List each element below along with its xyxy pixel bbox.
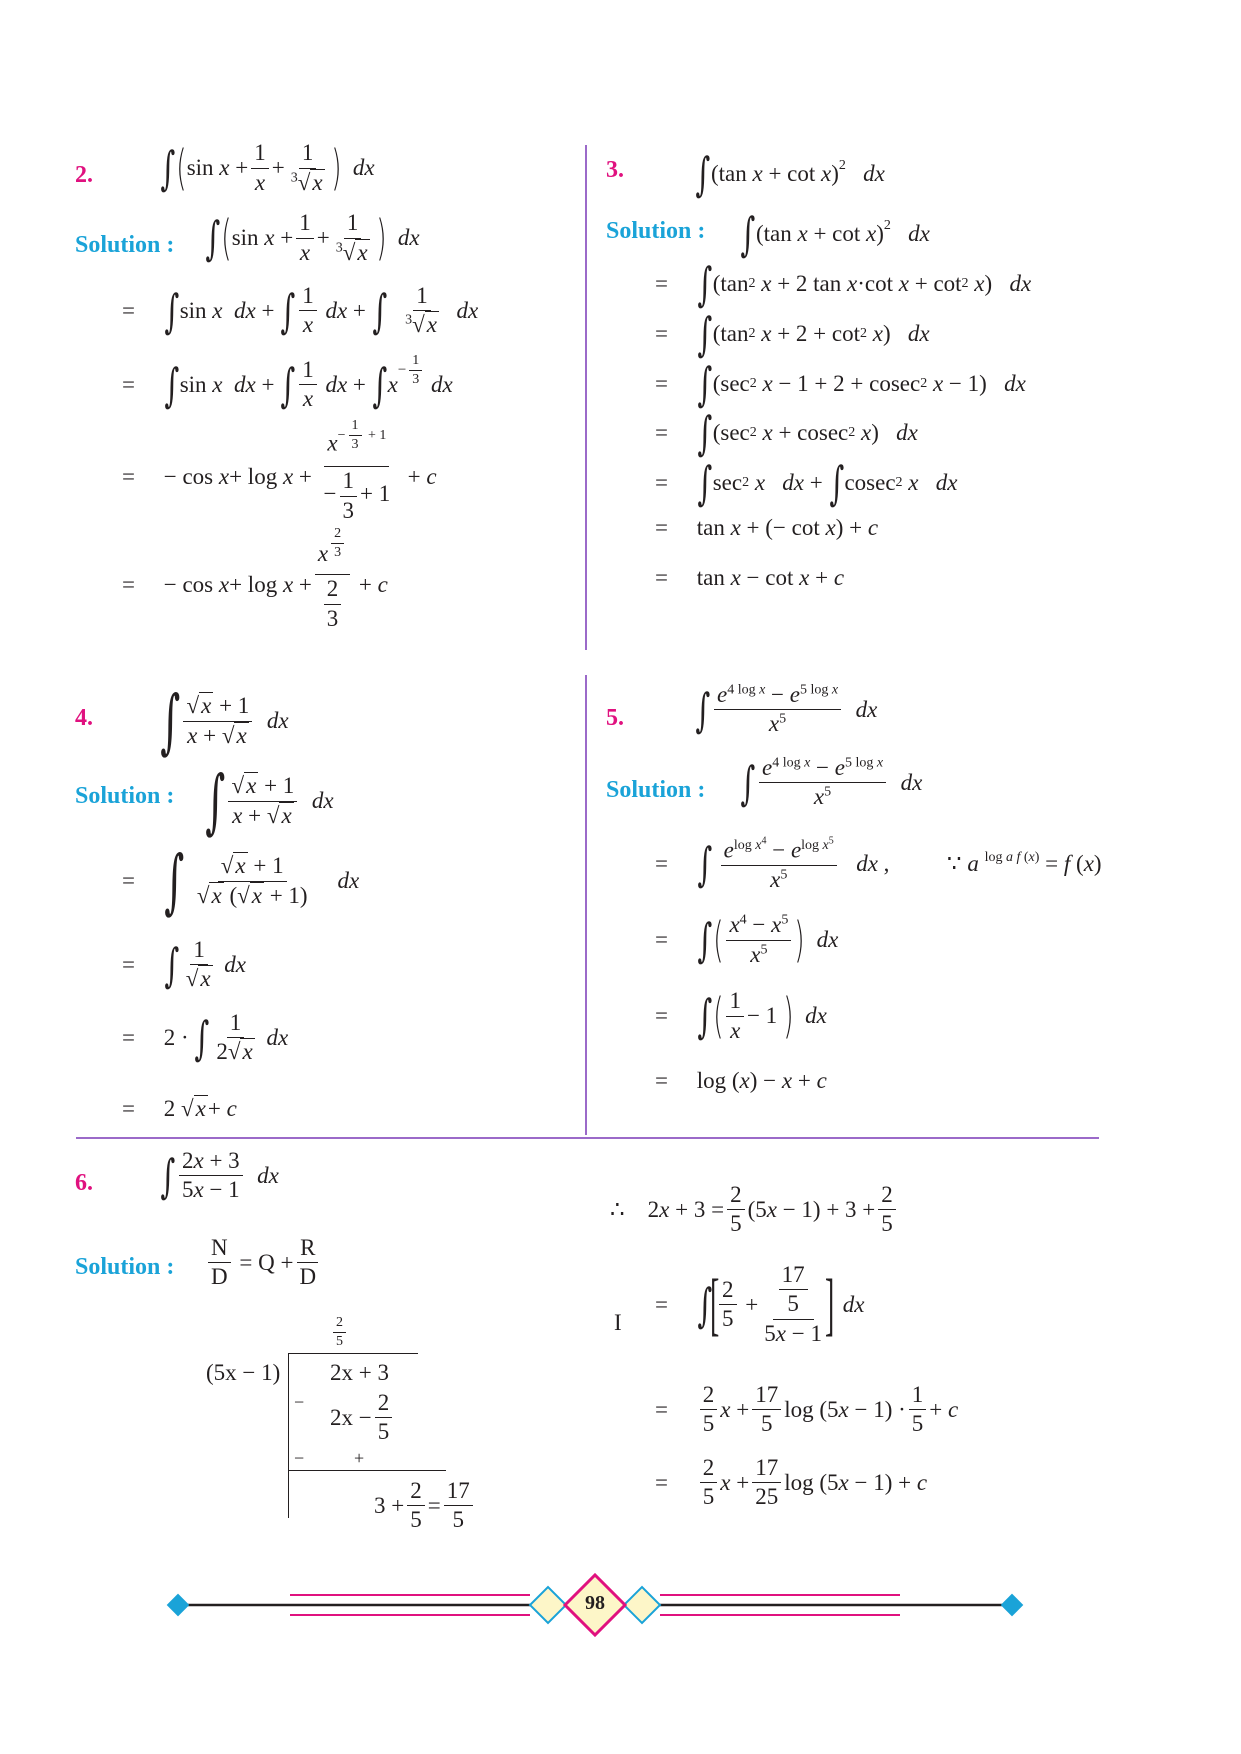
division-rule <box>288 1470 446 1471</box>
problem-4-number: 4. <box>75 705 93 731</box>
problem-6-solution-label: Solution : <box>75 1254 175 1280</box>
problem-6-statement: ∫ 2x + 3 5x − 1 dx <box>160 1148 279 1203</box>
problem-5-step-2: = ∫ ( $x^4 - x^5$ $x^5$ ) dx <box>655 912 839 968</box>
problem-3-step-4: = ∫ (sec 2 x + cosec 2 x ) dx <box>655 406 918 460</box>
formula-N: N <box>208 1235 231 1263</box>
problem-4-statement: ∫ √x + 1 x + √x dx <box>160 680 289 762</box>
footer-diamond-right <box>1001 1594 1024 1617</box>
problem-4-step-2: = ∫ 1 √x dx <box>122 937 247 992</box>
problem-5-statement: ∫ $e^{4 log x} - e^{5 log x}$ $x^5$ dx <box>695 682 878 737</box>
problem-2-step-3: = − cos x + log x + x− 1 3 + 1 − $\frac{1}{3}$ + 1 + c <box>122 418 437 523</box>
problem-3-solution-label: Solution : <box>606 218 706 244</box>
problem-5-step-4: = log ( x ) − x + c <box>655 1068 827 1093</box>
rem-num: 2 <box>407 1478 425 1506</box>
division-remainder <box>374 1478 476 1534</box>
formula-R: R <box>297 1235 318 1263</box>
problem-3-step-6: = tan x + (− cot x ) + c <box>655 515 879 540</box>
division-plus: + <box>354 1448 365 1468</box>
problem-4-step-1: = ∫ √x + 1 √x (√x + 1) dx <box>122 840 360 922</box>
problem-3-statement: ∫ (tan x + cot x ) $^2$ dx <box>695 147 885 201</box>
problem-3-number: 3. <box>606 157 624 183</box>
division-bracket-vertical <box>288 1353 289 1518</box>
problem-6-formula: N D = Q + R D <box>205 1235 322 1291</box>
problem-2-step-4: = − cos x + log x + x $\frac{2}{3}$ $\frac{2}{3}$ + c <box>122 526 388 631</box>
formula-D2: D <box>299 1264 317 1290</box>
problem-5-step-3: = ∫ ( 1 x − 1 ) dx <box>655 988 827 1044</box>
division-divisor: (5x − 1) <box>206 1360 281 1385</box>
formula-D: D <box>211 1264 228 1290</box>
problem-2-step-1: = ∫ sin x dx + ∫ 1 x dx + ∫ 1 $^3$√x dx <box>122 283 479 338</box>
problem-3-step-1: = ∫ (tan 2 x + 2 tan x ·cot x + cot 2 x ) dx <box>655 257 1032 311</box>
problem-6-identity: ∴ 2 x + 3 = 2 5 (5 x − 1) + 3 + 2 5 <box>610 1182 899 1238</box>
remainder-label: 3 + <box>374 1492 405 1518</box>
problem-4-step-4: = 2 √ x + c <box>122 1095 237 1121</box>
sub-den: 5 <box>377 1419 390 1445</box>
problem-5-step-1: = ∫ $e^{log x^4} - e^{log x^5}$ $x^5$ dx , ∵ a $^{log a f (x )}$ = f ( x ) <box>655 835 1102 892</box>
problem-2-solution-step-0: ∫ ( sin x + 1 x + 1 $^3$√x ) dx <box>205 210 420 266</box>
division-minus-2: − <box>294 1448 305 1468</box>
rem-res-num: 17 <box>444 1478 473 1506</box>
problem-5-solution-label: Solution : <box>606 777 706 803</box>
rem-eq: = <box>427 1492 441 1518</box>
column-divider-middle <box>585 675 587 1135</box>
column-divider-top <box>585 145 587 650</box>
division-bracket <box>288 1353 418 1354</box>
problem-2-solution-label: Solution : <box>75 232 175 258</box>
problem-2-statement: ∫ ( sin x + 1 x + 1 $^3$√x ) dx <box>160 140 375 196</box>
footer-small-diamond-right <box>624 1587 660 1623</box>
footer-diamond-left <box>167 1594 190 1617</box>
quotient-num: 2 <box>333 1315 346 1333</box>
division-quotient <box>330 1315 349 1350</box>
division-minus-1: − <box>294 1392 305 1412</box>
problem-6-I-label: I <box>614 1310 622 1335</box>
problem-6-step-2: = 2 5 x + 17 5 log (5 x − 1) · 1 5 + c <box>655 1382 959 1437</box>
problem-3-step-5: = ∫ sec 2 x dx + ∫ cosec 2 x dx <box>655 456 958 510</box>
problem-4-step-3: = 2 · ∫ 1 2√x dx <box>122 1010 289 1065</box>
formula-Q: Q <box>258 1249 275 1275</box>
sub-num: 2 <box>375 1390 393 1418</box>
rem-den: 5 <box>410 1507 422 1533</box>
quotient-den: 5 <box>336 1334 343 1350</box>
problem-6-step-3: = 2 5 x + 17 25 log (5 x − 1) + c <box>655 1455 928 1510</box>
section-divider <box>76 1137 1099 1139</box>
problem-3-step-3: = ∫ (sec 2 x − 1 + 2 + cosec 2 x − 1) dx <box>655 357 1026 411</box>
problem-5-number: 5. <box>606 705 624 731</box>
problem-3-solution-step-0: ∫ (tan x + cot x ) $^2$ dx <box>740 207 930 261</box>
problem-4-solution-label: Solution : <box>75 783 175 809</box>
problem-4-solution-step-0: ∫ √x + 1 x + √x dx <box>205 760 334 842</box>
problem-2-number: 2. <box>75 162 93 188</box>
division-subtract-row <box>330 1390 395 1446</box>
problem-2-step-2: = ∫ sin x dx + ∫ 1 x dx + ∫ x − 1 3 dx <box>122 353 453 412</box>
footer-small-diamond-left <box>530 1587 566 1623</box>
rem-res-den: 5 <box>452 1507 464 1533</box>
problem-5-solution-step-0: ∫ $e^{4 log x} - e^{5 log x}$ $x^5$ dx <box>740 755 923 810</box>
sub-term: 2x − <box>330 1404 372 1430</box>
page-number: 98 <box>585 1592 605 1614</box>
problem-3-step-7: = tan x − cot x + c <box>655 565 845 590</box>
problem-6-number: 6. <box>75 1170 93 1196</box>
division-dividend: 2x + 3 <box>330 1360 389 1385</box>
therefore-symbol: ∴ <box>610 1196 625 1222</box>
problem-6-step-1: = ∫ [ 2 5 + $\frac{17}{5}$ 5x − 1 ] dx <box>655 1262 865 1346</box>
problem-3-step-2: = ∫ (tan 2 x + 2 + cot 2 x ) dx <box>655 307 930 361</box>
